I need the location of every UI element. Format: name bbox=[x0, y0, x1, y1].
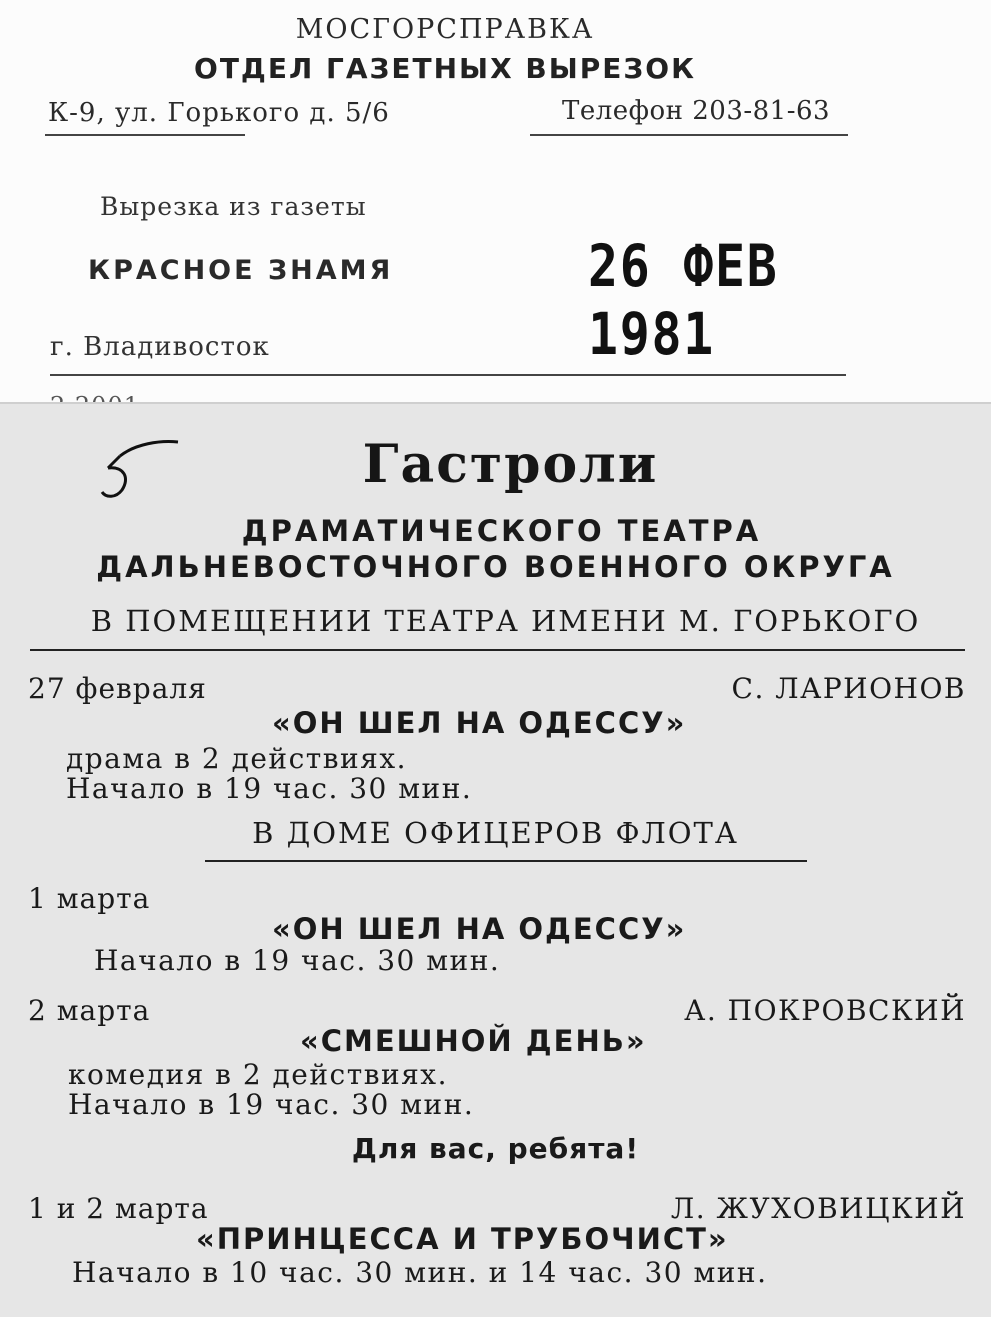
newspaper-name: КРАСНОЕ ЗНАМЯ bbox=[88, 255, 394, 286]
show2-date: 1 марта bbox=[28, 882, 151, 915]
venue-rule-1 bbox=[30, 649, 965, 651]
show4-date: 1 и 2 марта bbox=[28, 1192, 209, 1225]
show3-author: А. ПОКРОВСКИЙ bbox=[684, 994, 966, 1027]
show4-title: «ПРИНЦЕССА И ТРУБОЧИСТ» bbox=[196, 1222, 729, 1256]
address: К-9, ул. Горького д. 5/6 bbox=[48, 98, 390, 128]
show1-start: Начало в 19 час. 30 мин. bbox=[66, 772, 473, 805]
city-rule bbox=[50, 374, 846, 376]
venue-heading-2: В ДОМЕ ОФИЦЕРОВ ФЛОТА bbox=[252, 816, 739, 850]
cut-from-label: Вырезка из газеты bbox=[100, 192, 367, 221]
venue-heading-1: В ПОМЕЩЕНИИ ТЕАТРА ИМЕНИ М. ГОРЬКОГО bbox=[90, 604, 921, 638]
show2-title: «ОН ШЕЛ НА ОДЕССУ» bbox=[272, 912, 687, 946]
venue-rule-2 bbox=[205, 860, 807, 862]
show4-author: Л. ЖУХОВИЦКИЙ bbox=[670, 1192, 966, 1225]
phone: Телефон 203-81-63 bbox=[562, 96, 831, 126]
show1-genre: драма в 2 действиях. bbox=[66, 742, 408, 775]
date-stamp: 26 ФЕВ 1981 bbox=[588, 232, 779, 368]
department-name: ОТДЕЛ ГАЗЕТНЫХ ВЫРЕЗОК bbox=[194, 52, 696, 85]
show1-author: С. ЛАРИОНОВ bbox=[731, 672, 966, 705]
show3-start: Начало в 19 час. 30 мин. bbox=[68, 1088, 475, 1121]
show3-title: «СМЕШНОЙ ДЕНЬ» bbox=[300, 1024, 647, 1058]
theater-line-1: ДРАМАТИЧЕСКОГО ТЕАТРА bbox=[241, 514, 762, 548]
show2-start: Начало в 19 час. 30 мин. bbox=[94, 944, 501, 977]
theater-line-2: ДАЛЬНЕВОСТОЧНОГО ВОЕННОГО ОКРУГА bbox=[96, 550, 895, 584]
clipping-service-header bbox=[0, 0, 991, 420]
header-rule-right bbox=[530, 134, 848, 136]
show3-genre: комедия в 2 действиях. bbox=[68, 1058, 448, 1091]
show1-title: «ОН ШЕЛ НА ОДЕССУ» bbox=[272, 706, 687, 740]
city: г. Владивосток bbox=[50, 332, 270, 362]
show1-date: 27 февраля bbox=[28, 672, 207, 705]
show4-start: Начало в 10 час. 30 мин. и 14 час. 30 мин. bbox=[72, 1256, 768, 1289]
newspaper-clipping bbox=[0, 402, 991, 1317]
header-rule-left bbox=[45, 134, 245, 136]
announcement-title: Гастроли bbox=[362, 434, 659, 495]
show3-date: 2 марта bbox=[28, 994, 151, 1027]
kids-heading: Для вас, ребята! bbox=[351, 1132, 640, 1165]
organization-name: МОСГОРСПРАВКА bbox=[295, 14, 595, 45]
